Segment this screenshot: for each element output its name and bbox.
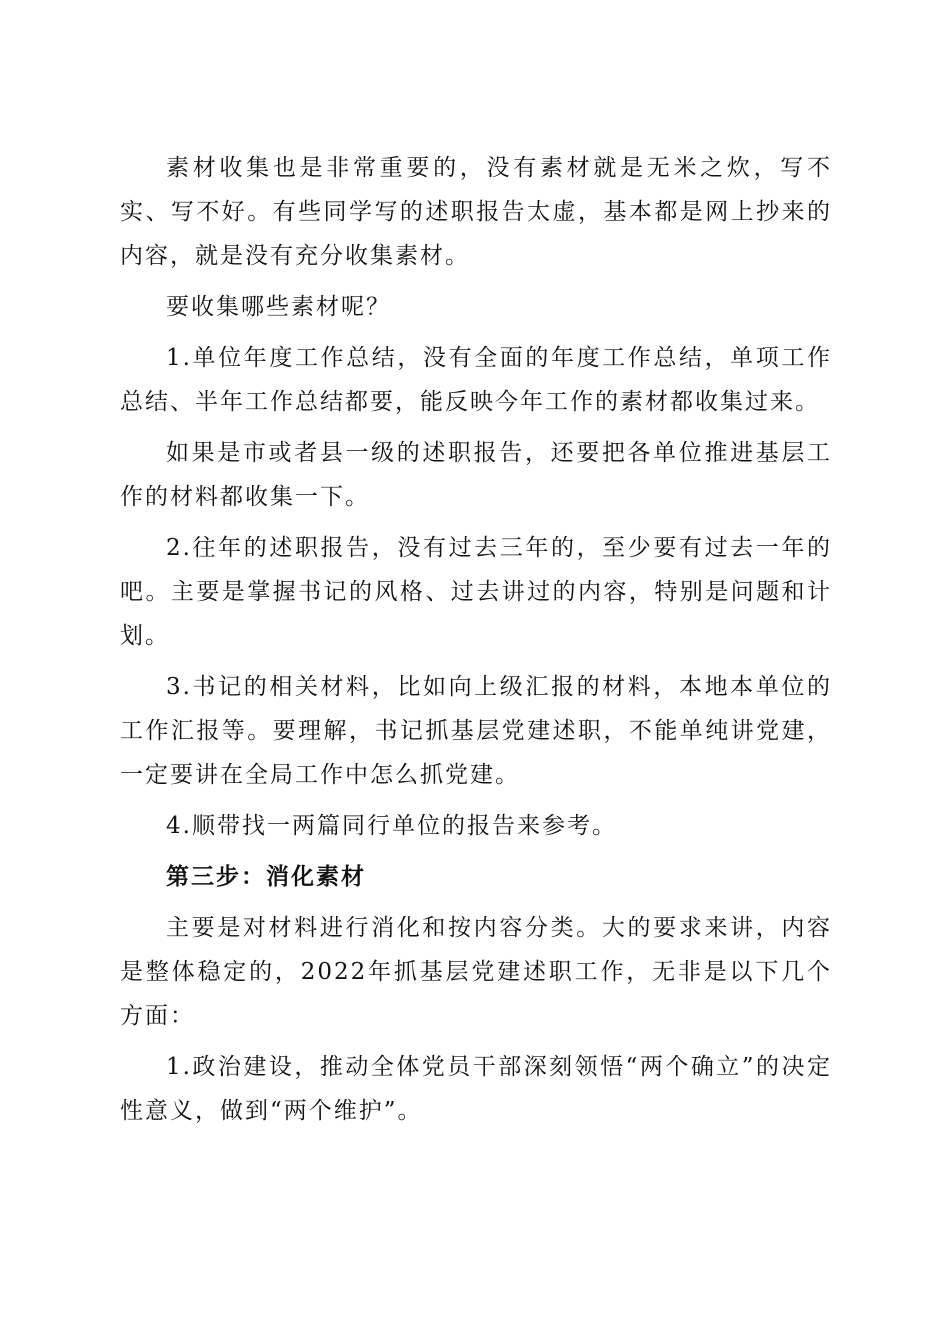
list-item-annual-summary: 1.单位年度工作总结，没有全面的年度工作总结，单项工作总结、半年工作总结都要，能反映今年工作的素材都收集过来。 bbox=[120, 345, 832, 415]
paragraph-city-county: 如果是市或者县一级的述职报告，还要把各单位推进基层工作的材料都收集一下。 bbox=[120, 440, 832, 510]
document-body bbox=[120, 146, 832, 1140]
list-item-secretary-materials: 3.书记的相关材料，比如向上级汇报的材料，本地本单位的工作汇报等。要理解，书记抓基层党建述职，不能单纯讲党建，一定要讲在全局工作中怎么抓党建。 bbox=[120, 674, 832, 788]
section-heading-step-three: 第三步：消化素材 bbox=[166, 863, 366, 890]
list-item-past-reports: 2.往年的述职报告，没有过去三年的，至少要有过去一年的吧。主要是掌握书记的风格、过去讲过的内容，特别是问题和计划。 bbox=[120, 535, 832, 649]
paragraph-digest-materials: 主要是对材料进行消化和按内容分类。大的要求来讲，内容是整体稳定的，2022年抓基层党建述职工作，无非是以下几个方面： bbox=[120, 915, 832, 1029]
list-item-peer-reports: 4.顺带找一两篇同行单位的报告来参考。 bbox=[166, 813, 617, 839]
paragraph-question: 要收集哪些素材呢？ bbox=[166, 294, 391, 320]
list-item-political-building: 1.政治建设，推动全体党员干部深刻领悟“两个确立”的决定性意义，做到“两个维护”。 bbox=[120, 1054, 832, 1124]
paragraph-material-importance: 素材收集也是非常重要的，没有素材就是无米之炊，写不实、写不好。有些同学写的述职报告太虚，基本都是网上抄来的内容，就是没有充分收集素材。 bbox=[120, 155, 832, 269]
